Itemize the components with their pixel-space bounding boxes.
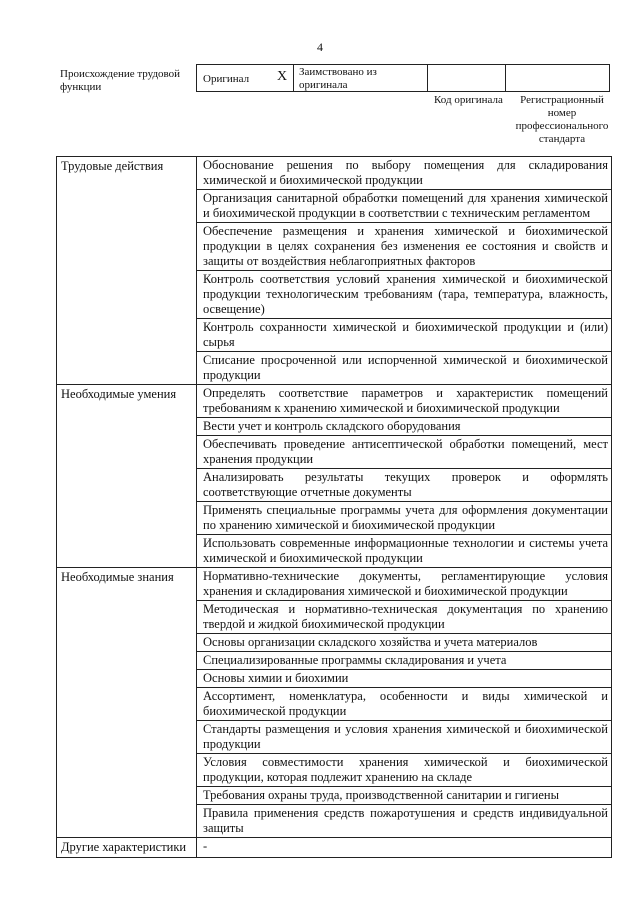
original-mark: X xyxy=(277,69,288,84)
section-item: Условия совместимости хранения химической и биохимической продукции, которая подлежит хранению на складе xyxy=(197,754,611,787)
origin-borrowed-cell xyxy=(294,64,428,92)
page-number: 4 xyxy=(317,40,323,54)
section-item: Вести учет и контроль складского оборудования xyxy=(197,418,611,436)
section-item: Специализированные программы складирования и учета xyxy=(197,652,611,670)
section-item: Правила применения средств пожаротушения и средств индивидуальной защиты xyxy=(203,806,608,835)
function-table xyxy=(56,156,612,858)
section-items xyxy=(196,156,612,384)
section-item: Нормативно-технические документы, регламентирующие условия хранения и складирования химической и биохимической продукции xyxy=(197,568,611,601)
section-label: Другие характеристики xyxy=(56,837,196,858)
section-item: Списание просроченной или испорченной химической и биохимической продукции xyxy=(203,353,608,382)
section-item: Определять соответствие параметров и характеристик помещений требованиям к хранению химической и биохимической продукции xyxy=(197,385,611,418)
origin-reg-cell xyxy=(506,64,610,92)
reg-label: Регистрационный номер профессионального стандарта xyxy=(515,94,609,145)
borrowed-text: Заимствовано из оригинала xyxy=(299,66,377,91)
section-item: Обеспечение размещения и хранения химической и биохимической продукции в целях сохранения без изменения ее состояния и свойств и защиты от воздействия неблагоприятных факторов xyxy=(197,223,611,271)
section-item: Методическая и нормативно-техническая документация по хранению твердой и жидкой биохимической продукции xyxy=(197,601,611,634)
section-item: Основы организации складского хозяйства и учета материалов xyxy=(197,634,611,652)
section-label: Трудовые действия xyxy=(56,156,196,384)
original-text: Оригинал xyxy=(203,73,250,85)
section-items xyxy=(196,567,612,837)
section-item: Обоснование решения по выбору помещения для складирования химической и биохимической продукции xyxy=(197,157,611,190)
origin-original-cell xyxy=(196,64,294,92)
section-items xyxy=(196,837,612,858)
section-items xyxy=(196,384,612,567)
section-item: Обеспечивать проведение антисептической обработки помещений, мест хранения продукции xyxy=(197,436,611,469)
section-row xyxy=(56,837,612,858)
section-row xyxy=(56,156,612,384)
origin-label: Происхождение трудовой функции xyxy=(60,68,181,93)
section-item: Использовать современные информационные технологии и системы учета химической и биохимической продукции xyxy=(203,536,608,565)
section-item: Организация санитарной обработки помещений для хранения химической и биохимической продукции в соответствии с техническим регламентом xyxy=(197,190,611,223)
code-label: Код оригинала xyxy=(434,94,503,106)
section-row xyxy=(56,384,612,567)
section-item: Контроль соответствия условий хранения химической и биохимической продукции технологическим требованиям (тара, температура, влажность, освещение) xyxy=(197,271,611,319)
section-row xyxy=(56,567,612,837)
section-item: Основы химии и биохимии xyxy=(197,670,611,688)
section-item: - xyxy=(203,839,208,853)
section-item: Контроль сохранности химической и биохимической продукции и (или) сырья xyxy=(197,319,611,352)
section-item: Ассортимент, номенклатура, особенности и виды химической и биохимической продукции xyxy=(197,688,611,721)
section-item: Стандарты размещения и условия хранения химической и биохимической продукции xyxy=(197,721,611,754)
section-item: Требования охраны труда, производственной санитарии и гигиены xyxy=(197,787,611,805)
section-label: Необходимые знания xyxy=(56,567,196,837)
section-item: Применять специальные программы учета для оформления документации по хранению химической и биохимической продукции xyxy=(197,502,611,535)
section-item: Анализировать результаты текущих проверок и оформлять соответствующие отчетные документы xyxy=(197,469,611,502)
section-label: Необходимые умения xyxy=(56,384,196,567)
origin-code-cell xyxy=(428,64,506,92)
